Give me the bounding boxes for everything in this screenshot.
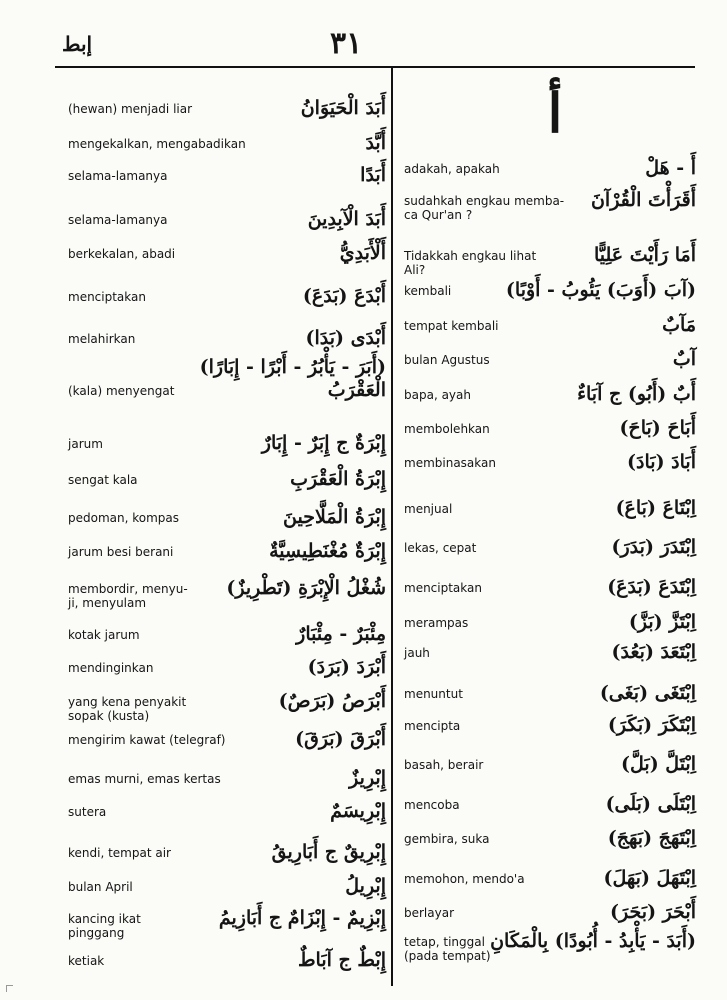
entry-arabic: أَبَّدَ	[365, 132, 386, 154]
entry-arabic: اِبْتَهَلَ (بَهَلَ)	[603, 867, 696, 889]
entry-arabic: إِبْطٌ ج آبَاطٌ	[297, 949, 386, 971]
dictionary-entry	[68, 284, 386, 314]
entry-arabic: اِبْتَكَرَ (بَكَرَ)	[607, 714, 696, 736]
entry-definition: jauh	[404, 646, 430, 660]
entry-arabic: أَبْدَى (بَدَا)	[305, 327, 386, 349]
entry-arabic: إِبْرَةٌ مُغْنَطِيسِيَّةٌ	[269, 540, 386, 562]
dictionary-entry	[404, 278, 696, 308]
entry-arabic: اِبْتَدَرَ (بَدَرَ)	[611, 536, 696, 558]
entry-arabic: اِبْتَلَّ (بَلَّ)	[621, 753, 696, 775]
entry-definition: menjual	[404, 502, 453, 516]
entry-arabic: (أَبَرَ - يَأْبُرُ - أَبْرًا - إِبَارًا)	[199, 356, 386, 378]
dictionary-entry	[404, 416, 696, 446]
dictionary-entry	[404, 575, 696, 605]
entry-arabic: أَبَاحَ (بَاحَ)	[619, 417, 696, 439]
entry-definition: membolehkan	[404, 422, 490, 436]
entry-definition: sengat kala	[68, 473, 138, 487]
dictionary-entry	[68, 207, 386, 237]
entry-arabic: شُغْلُ الْإِبْرَةِ (تَطْرِيزٌ)	[226, 577, 386, 599]
entry-arabic: مِئْبَرٌ - مِئْبَارٌ	[296, 623, 386, 645]
entry-arabic: إِبْرَةُ الْمَلَّاحِينَ	[283, 506, 386, 528]
entry-definition: berlayar	[404, 906, 455, 920]
entry-arabic: أَبْرَصُ (بَرَصٌ)	[278, 690, 386, 712]
entry-definition: bulan Agustus	[404, 353, 490, 367]
dictionary-entry	[404, 826, 696, 856]
entry-definition: selama-lamanya	[68, 213, 168, 227]
entry-arabic: إِبْرِيقٌ ج أَبَارِيقُ	[271, 841, 386, 863]
dictionary-entry	[404, 382, 696, 412]
dictionary-entry	[404, 681, 696, 711]
entry-definition: sudahkah engkau memba- ca Qur'an ?	[404, 194, 565, 222]
entry-arabic: أَبَادَ (بَادَ)	[627, 451, 696, 473]
entry-definition: menciptakan	[404, 581, 482, 595]
entry-definition: emas murni, emas kertas	[68, 772, 221, 786]
entry-arabic: إِبْرَةُ الْعَقْرَبِ	[290, 468, 386, 490]
entry-definition: selama-lamanya	[68, 169, 168, 183]
dictionary-entry	[68, 948, 386, 978]
dictionary-entry	[68, 874, 386, 904]
entry-arabic: أَمَا رَأَيْتَ عَلِيًّا	[593, 244, 696, 266]
page-number: ٣١	[330, 26, 363, 61]
entry-definition: membordir, menyu- ji, menyulam	[68, 582, 188, 610]
dictionary-entry	[68, 467, 386, 497]
entry-arabic: أَقَرَأْتَ الْقُرْآنَ	[590, 189, 696, 211]
entry-definition: kotak jarum	[68, 628, 140, 642]
entry-definition: memohon, mendo'a	[404, 872, 525, 886]
entry-arabic: إِبْرِيسَمٌ	[330, 800, 386, 822]
entry-arabic: اِبْتَدَعَ (بَدَعَ)	[607, 576, 696, 598]
dictionary-entry	[404, 188, 696, 222]
entry-arabic: أَبْرَقَ (بَرَقَ)	[295, 728, 386, 750]
dictionary-entry	[404, 156, 696, 186]
entry-arabic: أَبَدَ الْآبِدِينَ	[307, 208, 386, 230]
entry-definition: gembira, suka	[404, 832, 490, 846]
entry-arabic: أَلْأَبَدِيُّ	[339, 242, 386, 264]
entry-definition: tempat kembali	[404, 319, 499, 333]
entry-definition: mendinginkan	[68, 661, 154, 675]
page-header	[0, 0, 727, 70]
dictionary-entry	[68, 799, 386, 829]
entry-definition: membinasakan	[404, 456, 496, 470]
entry-arabic: اِبْتَغَى (بَغَى)	[599, 682, 696, 704]
entry-definition: menciptakan	[68, 290, 146, 304]
dictionary-entry	[404, 313, 696, 343]
guide-word: إبط	[62, 32, 93, 56]
dictionary-entry	[404, 610, 696, 640]
entry-definition: ketiak	[68, 954, 105, 968]
entry-arabic: اِبْتَزَّ (بَزَّ)	[628, 611, 696, 633]
entry-definition: merampas	[404, 616, 469, 630]
dictionary-entry	[404, 713, 696, 743]
entry-definition: menuntut	[404, 687, 463, 701]
dictionary-entry	[404, 792, 696, 822]
entry-definition: (hewan) menjadi liar	[68, 102, 193, 116]
entry-definition: kembali	[404, 284, 452, 298]
entry-definition: bapa, ayah	[404, 388, 471, 402]
dictionary-entry	[68, 576, 386, 610]
entry-arabic: إِبْزِيمٌ - إِبْزَامٌ ج أَبَازِيمُ	[218, 907, 386, 929]
dictionary-entry	[68, 241, 386, 271]
entry-arabic: أَبٌ (أَبُو) ج آبَاءٌ	[577, 383, 696, 405]
entry-definition: mengekalkan, mengabadikan	[68, 137, 246, 151]
entry-arabic: آبٌ	[672, 348, 696, 370]
entry-definition: Tidakkah engkau lihat Ali?	[404, 249, 537, 277]
dictionary-entry	[404, 866, 696, 896]
entry-arabic: إِبْرَةٌ ج إِبَرٌ - إِبَارٌ	[261, 432, 386, 454]
entry-definition: kendi, tempat air	[68, 846, 171, 860]
entry-arabic: إِبْرِيزٌ	[349, 767, 386, 789]
entry-definition: basah, berair	[404, 758, 484, 772]
entry-arabic: أَبْدَعَ (بَدَعَ)	[302, 285, 386, 307]
entry-arabic: اِبْتَعَدَ (بَعُدَ)	[611, 641, 696, 663]
entry-definition: (kala) menyengat	[68, 384, 175, 398]
entry-definition: yang kena penyakit sopak (kusta)	[68, 695, 187, 723]
entry-arabic: إِبْرِيلُ	[345, 875, 386, 897]
dictionary-entry	[404, 535, 696, 565]
entry-arabic: اِبْتَلَى (بَلَى)	[605, 793, 696, 815]
dictionary-entry	[68, 505, 386, 535]
entry-definition: adakah, apakah	[404, 162, 500, 176]
entry-arabic: (أَبَدَ - يَأْبِدُ - أُبُودًا) بِالْمَكَانِ	[490, 930, 696, 952]
dictionary-entry	[404, 640, 696, 670]
dictionary-entry	[404, 929, 696, 963]
dictionary-entry	[68, 689, 386, 723]
entry-arabic: أَبْرَدَ (بَرَدَ)	[307, 656, 386, 678]
dictionary-entry	[68, 622, 386, 652]
dictionary-entry	[68, 840, 386, 870]
entry-definition: jarum besi berani	[68, 545, 174, 559]
scan-corner-mark	[6, 985, 13, 992]
header-rule	[55, 66, 695, 68]
dictionary-entry	[404, 900, 696, 930]
dictionary-entry	[68, 378, 386, 408]
entry-definition: pedoman, kompas	[68, 511, 180, 525]
entry-definition: melahirkan	[68, 332, 136, 346]
entry-arabic: (آبَ (أَوَبَ) يَئُوبُ - أَوْبًا)	[505, 279, 696, 301]
dictionary-entry	[404, 752, 696, 782]
entry-arabic: مَآبٌ	[662, 314, 696, 336]
dictionary-entry	[68, 163, 386, 193]
column-divider	[391, 66, 393, 986]
entry-definition: berkekalan, abadi	[68, 247, 176, 261]
entry-definition: mencoba	[404, 798, 460, 812]
entry-definition: mencipta	[404, 719, 461, 733]
dictionary-entry	[68, 539, 386, 569]
entry-definition: sutera	[68, 805, 107, 819]
dictionary-entry	[404, 347, 696, 377]
dictionary-entry	[68, 96, 386, 126]
dictionary-entry	[68, 326, 386, 356]
entry-definition: jarum	[68, 437, 103, 451]
dictionary-entry	[68, 727, 386, 757]
entry-definition: mengirim kawat (telegraf)	[68, 733, 226, 747]
dictionary-entry	[404, 243, 696, 277]
dictionary-entry	[404, 450, 696, 480]
dictionary-entry	[68, 906, 386, 940]
entry-arabic: الْعَقْرَبُ	[327, 379, 386, 401]
entry-arabic: اِبْتَهَجَ (بَهَجَ)	[607, 827, 696, 849]
dictionary-entry	[404, 496, 696, 526]
dictionary-entry	[68, 766, 386, 796]
entry-arabic: أَبَدَ الْحَيَوَانُ	[300, 97, 386, 119]
entry-definition: kancing ikat pinggang	[68, 912, 141, 940]
entry-definition: bulan April	[68, 880, 133, 894]
section-letter: أ	[547, 81, 563, 145]
entry-definition: lekas, cepat	[404, 541, 477, 555]
entry-arabic: أَبْحَرَ (بَحَرَ)	[610, 901, 696, 923]
entry-arabic: أَبَدًا	[360, 164, 386, 186]
dictionary-entry	[68, 131, 386, 161]
entry-definition: tetap, tinggal (pada tempat)	[404, 935, 491, 963]
entry-arabic: أَ - هَلْ	[645, 157, 696, 179]
dictionary-entry	[68, 431, 386, 461]
entry-arabic: اِبْتَاعَ (بَاعَ)	[615, 497, 696, 519]
dictionary-entry	[68, 655, 386, 685]
